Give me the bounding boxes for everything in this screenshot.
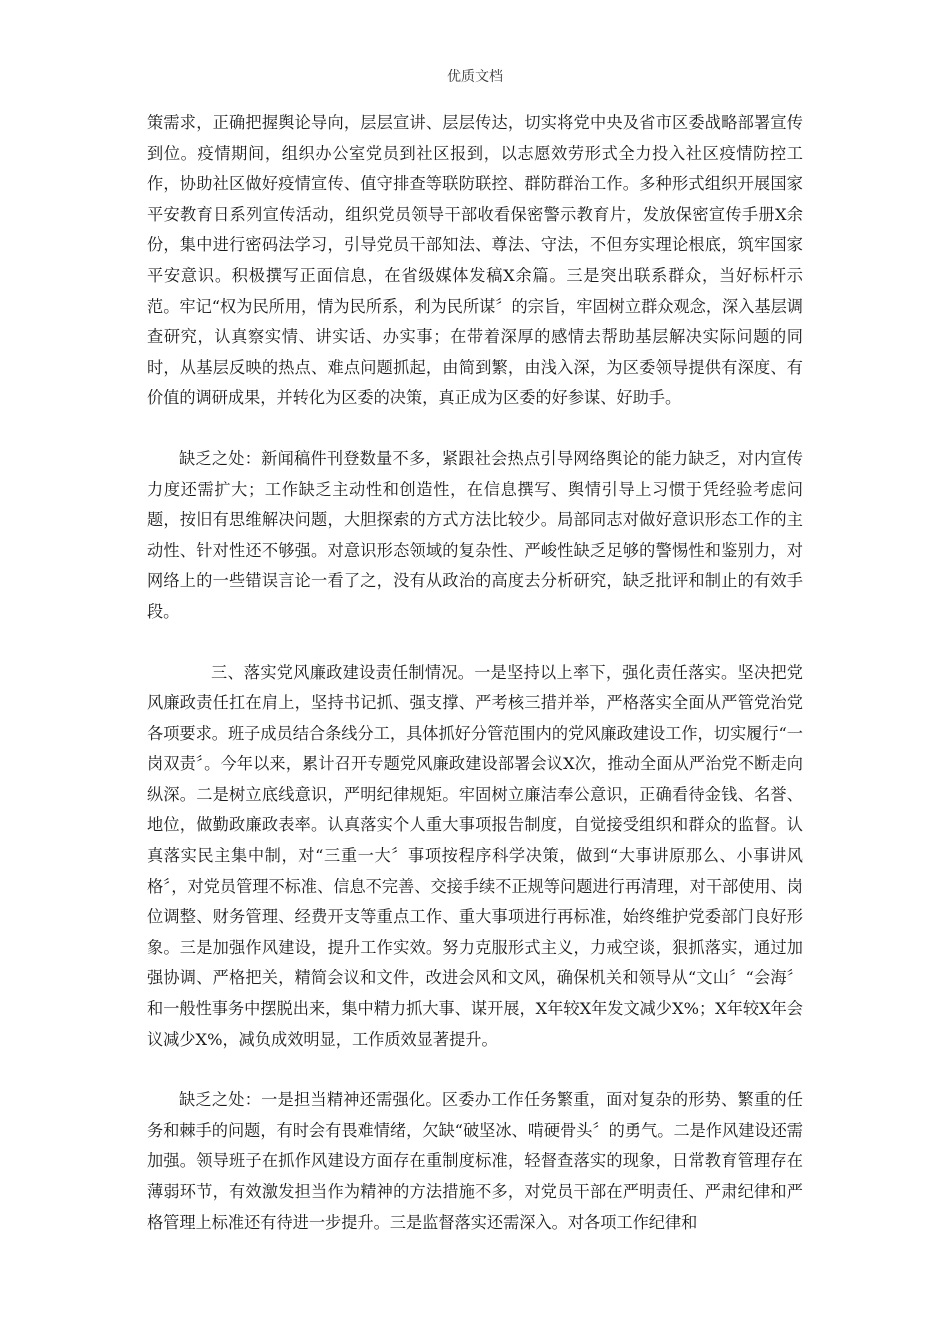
paragraph-section-three: 三、落实党风廉政建设责任制情况。一是坚持以上率下，强化责任落实。坚决把党风廉政责任扛在肩上，坚持书记抓、强支撑、严考核三措并举，严格落实全面从严管党治党各项要求。班子成员结合条线分工，具体抓好分管范围内的党风廉政建设工作，切实履行“一岗双责〞。今年以来，累计召开专题党风廉政建设部署会议X次，推动全面从严治党不断走向纵深。二是树立底线意识，严明纪律规矩。牢固树立廉洁奉公意识，正确看待金钱、名誉、地位，做勤政廉政表率。认真落实个人重大事项报告制度，自觉接受组织和群众的监督。认真落实民主集中制，对“三重一大〞事项按程序科学决策，做到“大事讲原那么、小事讲风格〞，对党员管理不标准、信息不完善、交接手续不正规等问题进行再清理，对干部使用、岗位调整、财务管理、经费开支等重点工作、重大事项进行再标准，始终维护党委部门良好形象。三是加强作风建设，提升工作实效。努力克服形式主义，力戒空谈，狠抓落实，通过加强协调、严格把关，精简会议和文件，改进会风和文风，确保机关和领导从“文山〞“会海〞和一般性事务中摆脱出来，集中精力抓大事、谋开展，X年较X年发文减少X%；X年较X年会议减少X%，减负成效明显，工作质效显著提升。 bbox=[147, 662, 803, 1049]
paragraph-continuation: 策需求，正确把握舆论导向，层层宣讲、层层传达，切实将党中央及省市区委战略部署宣传到位。疫情期间，组织办公室党员到社区报到，以志愿效劳形式全力投入社区疫情防控工作，协助社区做好疫情宣传、值守排查等联防联控、群防群治工作。多种形式组织开展国家平安教育日系列宣传活动，组织党员领导干部收看保密警示教育片，发放保密宣传手册X余份，集中进行密码法学习，引导党员干部知法、尊法、守法，不但夯实理论根底，筑牢国家平安意识。积极撰写正面信息，在省级媒体发稿X余篇。三是突出联系群众，当好标杆示范。牢记“权为民所用，情为民所系，利为民所谋〞的宗旨，牢固树立群众观念，深入基层调查研究，认真察实情、讲实话、办实事；在带着深厚的感情去帮助基层解决实际问题的同时，从基层反映的热点、难点问题抓起，由简到繁，由浅入深，为区委领导提供有深度、有价值的调研成果，并转化为区委的决策，真正成为区委的好参谋、好助手。 bbox=[147, 113, 803, 408]
paragraph-shortcomings-2: 缺乏之处：一是担当精神还需强化。区委办工作任务繁重，面对复杂的形势、繁重的任务和棘手的问题，有时会有畏难情绪，欠缺“破坚冰、啃硬骨头〞的勇气。二是作风建设还需加强。领导班子在抓作风建设方面存在重制度标准，轻督查落实的现象，日常教育管理存在薄弱环节，有效激发担当作为精神的方法措施不多，对党员干部在严明责任、严肃纪律和严格管理上标准还有待进一步提升。三是监督落实还需深入。对各项工作纪律和 bbox=[147, 1090, 803, 1232]
document-body bbox=[147, 108, 803, 1238]
paragraph-shortcomings-1: 缺乏之处：新闻稿件刊登数量不多，紧跟社会热点引导网络舆论的能力缺乏，对内宣传力度还需扩大；工作缺乏主动性和创造性，在信息撰写、舆情引导上习惯于凭经验考虑问题，按旧有思维解决问题，大胆探索的方式方法比较少。局部同志对做好意识形态工作的主动性、针对性还不够强。对意识形态领域的复杂性、严峻性缺乏足够的警惕性和鉴别力，对网络上的一些错误言论一看了之，没有从政治的高度去分析研究，缺乏批评和制止的有效手段。 bbox=[147, 448, 803, 621]
page-header: 优质文档 bbox=[447, 69, 503, 85]
